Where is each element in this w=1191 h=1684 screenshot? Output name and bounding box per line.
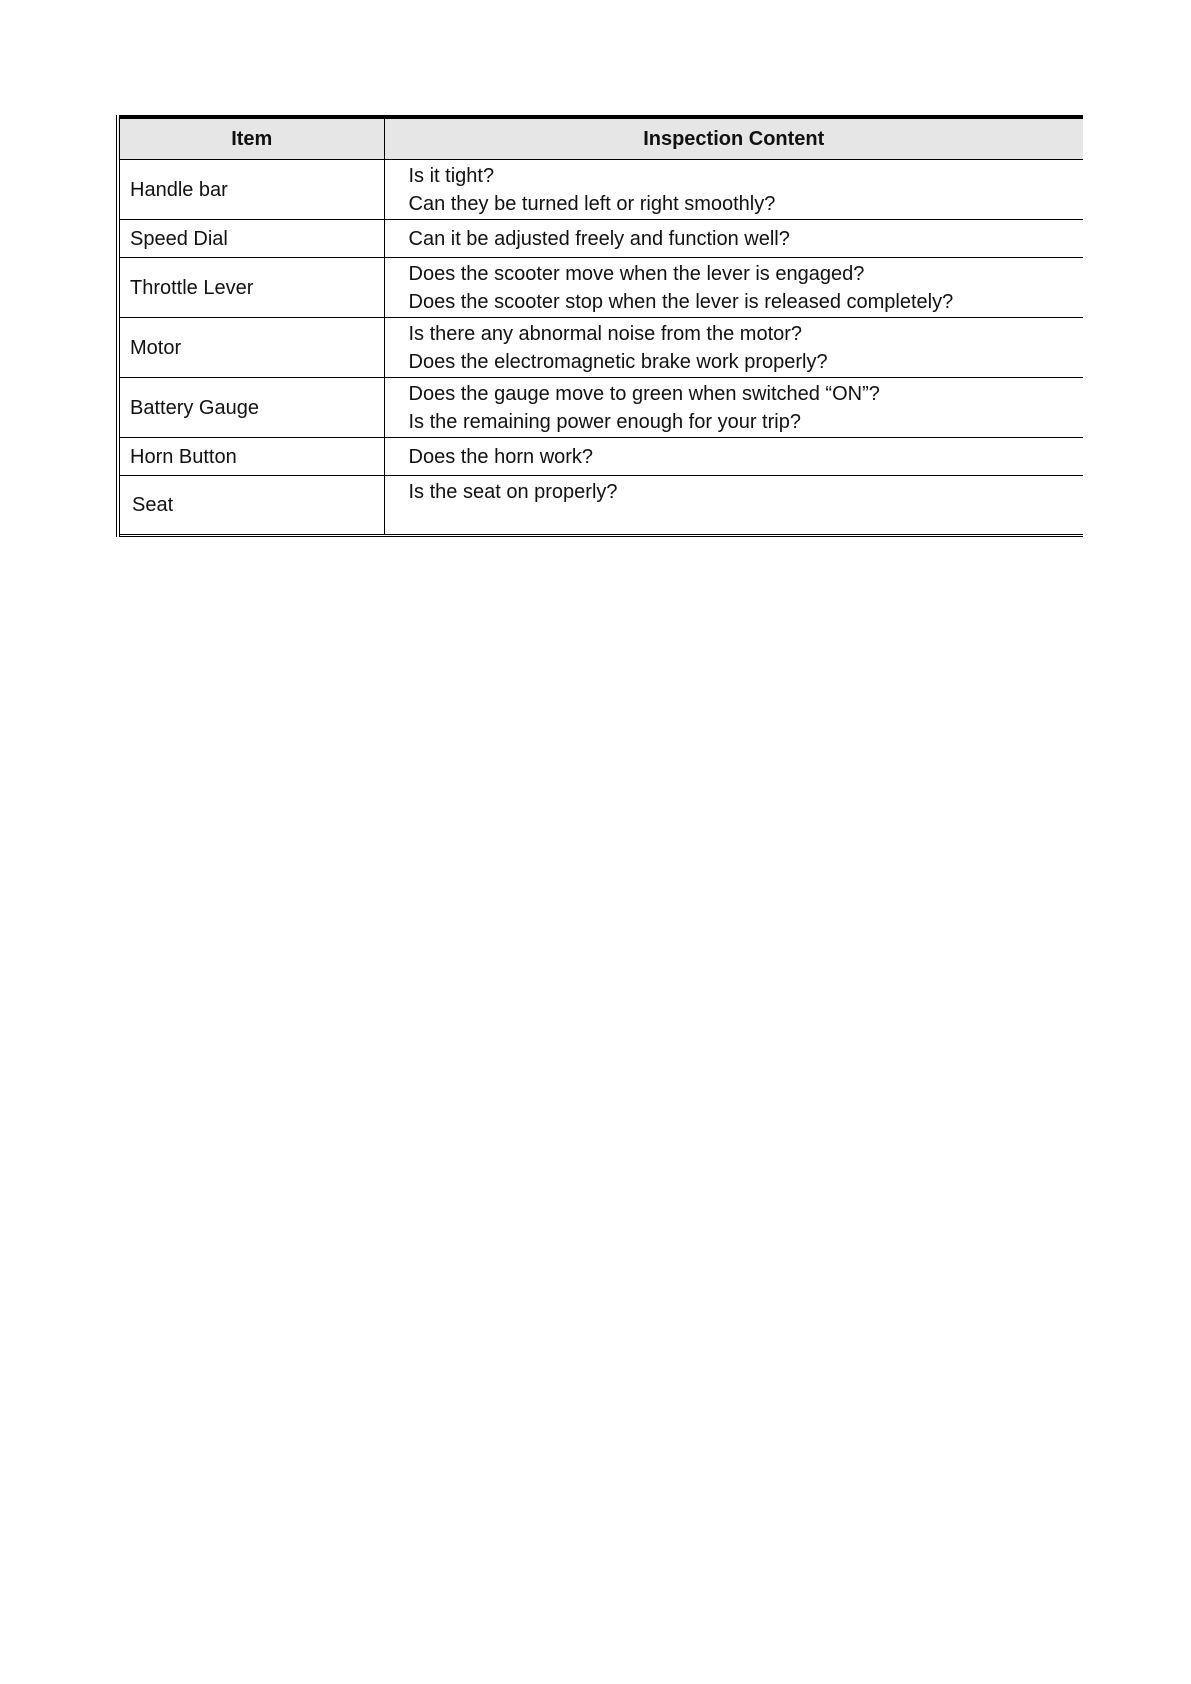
item-cell: Horn Button [118,438,384,476]
column-header-inspection-content: Inspection Content [384,117,1083,160]
column-header-item: Item [118,117,384,160]
content-cell [384,476,1083,536]
content-cell [384,438,1083,476]
content-line: Does the scooter stop when the lever is released completely? [408,291,954,313]
table-row [118,438,1083,476]
content-line: Is the seat on properly? [408,481,618,503]
item-cell: Seat [118,476,384,536]
content-line: Can it be adjusted freely and function well? [408,227,790,250]
table-row [118,318,1083,378]
content-line: Can they be turned left or right smoothly? [408,193,776,215]
inspection-table [116,115,1083,537]
table-row [118,258,1083,318]
content-line: Does the scooter move when the lever is engaged? [408,263,865,285]
table-row [118,378,1083,438]
content-line: Does the gauge move to green when switched “ON”? [408,383,880,405]
content-cell [384,378,1083,438]
content-cell [384,258,1083,318]
content-cell [384,220,1083,258]
item-cell: Throttle Lever [118,258,384,318]
item-cell: Speed Dial [118,220,384,258]
content-cell [384,160,1083,220]
table-row [118,220,1083,258]
content-line: Is the remaining power enough for your trip? [408,411,801,433]
table-row [118,160,1083,220]
content-line: Does the electromagnetic brake work properly? [408,351,828,373]
item-cell: Motor [118,318,384,378]
item-cell: Battery Gauge [118,378,384,438]
item-cell: Handle bar [118,160,384,220]
content-line: Is it tight? [408,165,495,187]
content-cell [384,318,1083,378]
table-row [118,476,1083,536]
content-line: Does the horn work? [408,445,594,468]
table-header-row [118,117,1083,160]
content-line: Is there any abnormal noise from the motor? [408,323,803,345]
